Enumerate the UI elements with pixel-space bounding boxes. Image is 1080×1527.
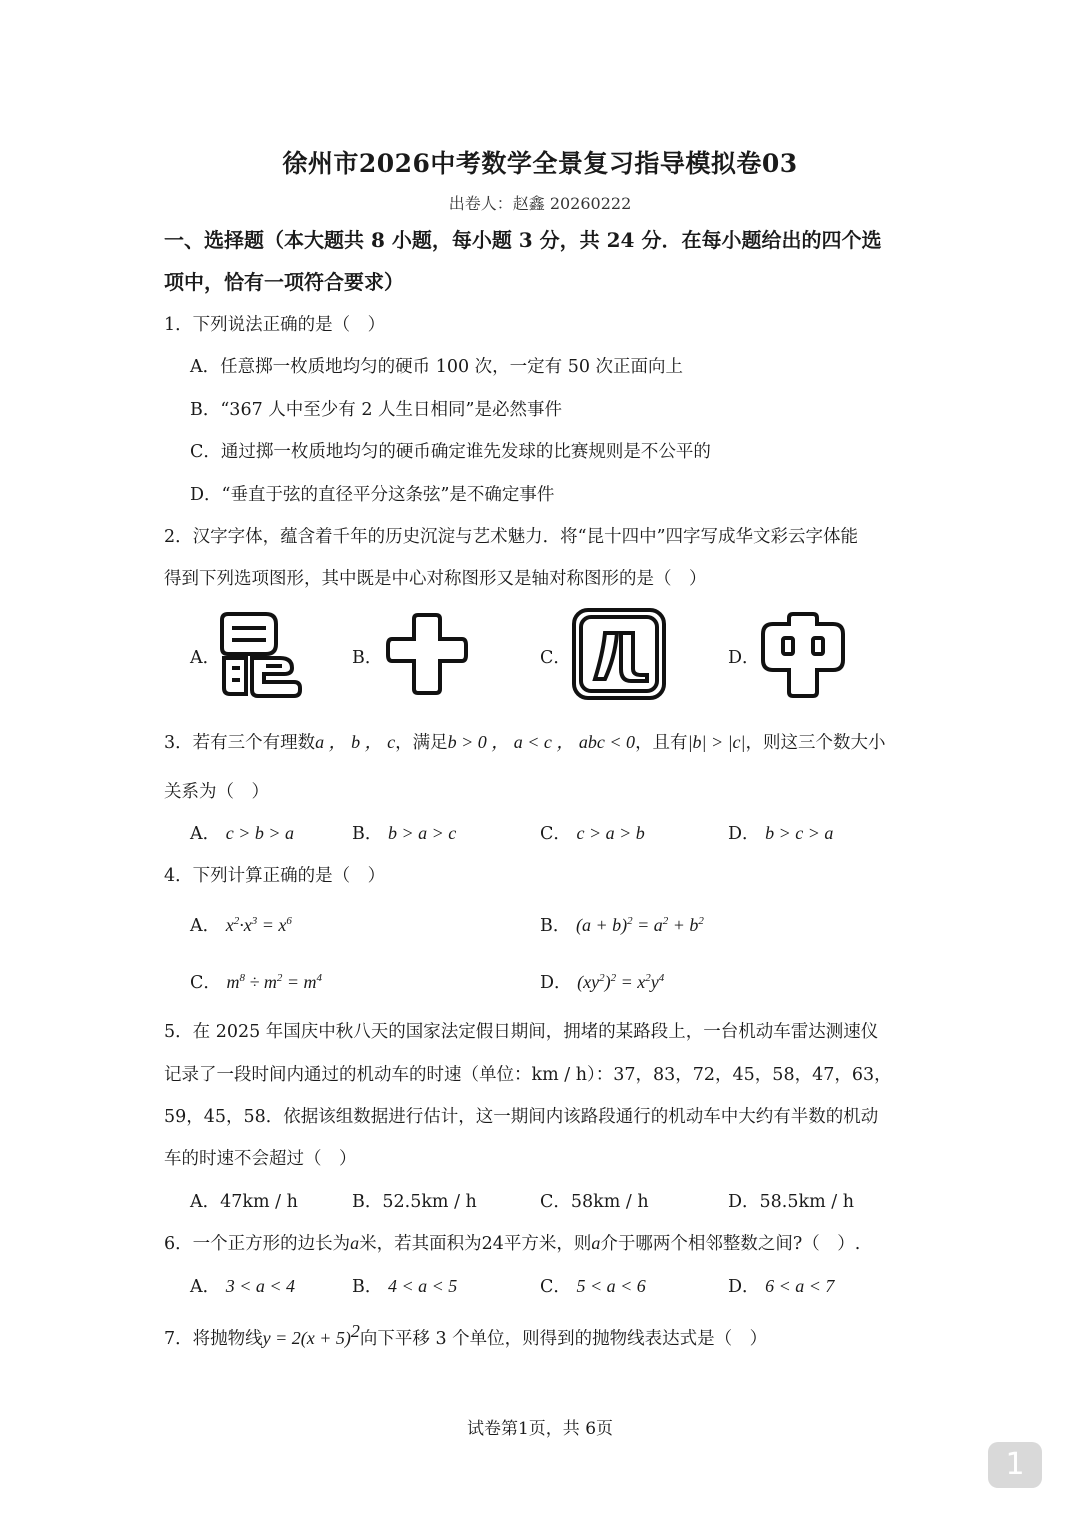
q5-line2: 记录了一段时间内通过的机动车的时速（单位：km / h）：37，83，72，45，58，47，63， xyxy=(164,1065,892,1085)
q5-line4: 车的时速不会超过（ ） xyxy=(164,1149,357,1169)
q6-var-1: a xyxy=(350,1233,360,1253)
q3-vars: a ， b ， c xyxy=(315,732,396,752)
q1-option-d: D．“垂直于弦的直径平分这条弦”是不确定事件 xyxy=(190,485,555,505)
q4-a-formula: $x^2\cdot x^3 = x^6$ xyxy=(225,915,292,935)
q2-label-c: C． xyxy=(540,648,571,668)
q6-text-4: 介于哪两个相邻整数之间?（ ）. xyxy=(600,1234,861,1254)
q3-option-d xyxy=(728,820,833,845)
q7-text-2: 向下平移 3 个单位，则得到的抛物线表达式是（ ） xyxy=(359,1328,768,1349)
q4-a-label: A． xyxy=(190,916,221,936)
q3-option-a xyxy=(190,820,294,845)
q6-var-2: a xyxy=(591,1233,601,1253)
q3-text-c: ，且有 xyxy=(635,733,688,753)
q2-line2: 得到下列选项图形，其中既是中心对称图形又是轴对称图形的是（ ） xyxy=(164,569,707,589)
q4-c-formula: $m^8 \div m^2 = m^4$ xyxy=(226,972,323,992)
exam-title: 徐州市2026中考数学全景复习指导模拟卷03 xyxy=(282,149,798,178)
q4-option-d xyxy=(540,969,664,994)
q6-d-value: 6 < a < 7 xyxy=(765,1276,835,1296)
q5-option-a: A．47km / h xyxy=(190,1192,298,1212)
q6-text-3: 平方米，则 xyxy=(503,1234,592,1254)
q6-b-label: B． xyxy=(352,1277,383,1297)
glyph-si-figure xyxy=(571,607,667,701)
glyph-shi-figure xyxy=(384,611,470,695)
q4-stem: 4．下列计算正确的是（ ） xyxy=(164,866,386,886)
q3-c-label: C． xyxy=(540,824,571,844)
q4-d-formula: $(xy^2)^2 = x^2y^4$ xyxy=(577,972,665,992)
q6-option-d xyxy=(728,1273,834,1298)
q3-a-label: A． xyxy=(190,824,221,844)
q1-option-a: A．任意掷一枚质地均匀的硬币 100 次，一定有 50 次正面向上 xyxy=(190,357,684,377)
q2-label-d: D． xyxy=(728,648,760,668)
q3-b-label: B． xyxy=(352,824,383,844)
q3-d-value: b > c > a xyxy=(765,823,834,843)
q4-c-label: C． xyxy=(190,973,221,993)
q7-exponent: 2 xyxy=(350,1321,360,1341)
q2-line1: 2．汉字字体，蕴含着千年的历史沉淀与艺术魅力．将“昆十四中”四字写成华文彩云字体能 xyxy=(164,527,859,547)
q3-c-value: c > a > b xyxy=(576,823,645,843)
q4-b-formula: $(a + b)^2 = a^2 + b^2$ xyxy=(575,915,704,935)
q6-text-1: 6．一个正方形的边长为 xyxy=(164,1234,351,1254)
q3-text-a: 3．若有三个有理数 xyxy=(164,733,316,753)
q6-d-label: D． xyxy=(728,1277,760,1297)
q4-option-c xyxy=(190,969,322,994)
q6-c-value: 5 < a < 6 xyxy=(576,1276,646,1296)
q6-c-label: C． xyxy=(540,1277,571,1297)
q5-option-b: B．52.5km / h xyxy=(352,1192,477,1212)
page-footer: 试卷第1页，共 6页 xyxy=(466,1419,614,1439)
q6-a-value: 3 < a < 4 xyxy=(225,1276,296,1296)
q7-stem xyxy=(164,1321,767,1350)
q3-d-label: D． xyxy=(728,824,760,844)
q1-option-c: C．通过掷一枚质地均匀的硬币确定谁先发球的比赛规则是不公平的 xyxy=(190,442,711,462)
q1-option-b: B．“367 人中至少有 2 人生日相同”是必然事件 xyxy=(190,400,562,420)
q5-option-c: C．58km / h xyxy=(540,1192,649,1212)
q1-stem: 1．下列说法正确的是（ ） xyxy=(164,315,386,335)
q3-a-value: c > b > a xyxy=(225,823,295,843)
q2-label-a: A． xyxy=(190,648,221,668)
q3-line2: 关系为（ ） xyxy=(164,782,269,802)
q6-stem xyxy=(164,1230,860,1255)
q5-line3: 59，45，58．依据该组数据进行估计，这一期间内该路段通行的机动车中大约有半数的机动 xyxy=(164,1107,879,1127)
q5-option-d: D．58.5km / h xyxy=(728,1192,854,1212)
q7-text-1: 7．将抛物线 xyxy=(164,1328,263,1349)
q6-option-b xyxy=(352,1273,457,1298)
q3-condition-1: b > 0 ， a < c ， abc < 0 xyxy=(447,732,636,752)
q5-line1: 5．在 2025 年国庆中秋八天的国家法定假日期间，拥堵的某路段上，一台机动车雷达测速仪 xyxy=(164,1022,879,1042)
q7-expression: y = 2(x + 5) xyxy=(262,1327,351,1348)
q3-option-b xyxy=(352,820,456,845)
q6-text-2: 米，若其面积为 xyxy=(359,1234,482,1254)
glyph-zhong-figure xyxy=(759,610,847,700)
exam-author: 出卷人：赵鑫 20260222 xyxy=(448,194,632,213)
q3-condition-2: |b| > |c| xyxy=(687,732,746,752)
section-heading-line2: 项中，恰有一项符合要求） xyxy=(164,270,404,294)
q4-b-label: B． xyxy=(540,916,571,936)
q4-option-b xyxy=(540,912,704,937)
q4-d-label: D． xyxy=(540,973,572,993)
q2-label-b: B． xyxy=(352,648,383,668)
page-number-badge[interactable]: 1 xyxy=(988,1442,1042,1488)
q6-b-value: 4 < a < 5 xyxy=(387,1276,458,1296)
q6-a-label: A． xyxy=(190,1277,221,1297)
q6-option-a xyxy=(190,1273,295,1298)
q4-option-a xyxy=(190,912,292,937)
q3-line1 xyxy=(164,728,886,754)
q3-option-c xyxy=(540,820,645,845)
q3-text-d: ，则这三个数大小 xyxy=(745,733,886,753)
glyph-kun-figure xyxy=(220,610,304,698)
section-heading-line1: 一、选择题（本大题共 8 小题，每小题 3 分，共 24 分．在每小题给出的四个选 xyxy=(164,228,882,252)
q3-text-b: ，满足 xyxy=(395,733,448,753)
q6-option-c xyxy=(540,1273,646,1298)
q3-b-value: b > a > c xyxy=(387,823,457,843)
q6-area: 24 xyxy=(481,1234,504,1254)
